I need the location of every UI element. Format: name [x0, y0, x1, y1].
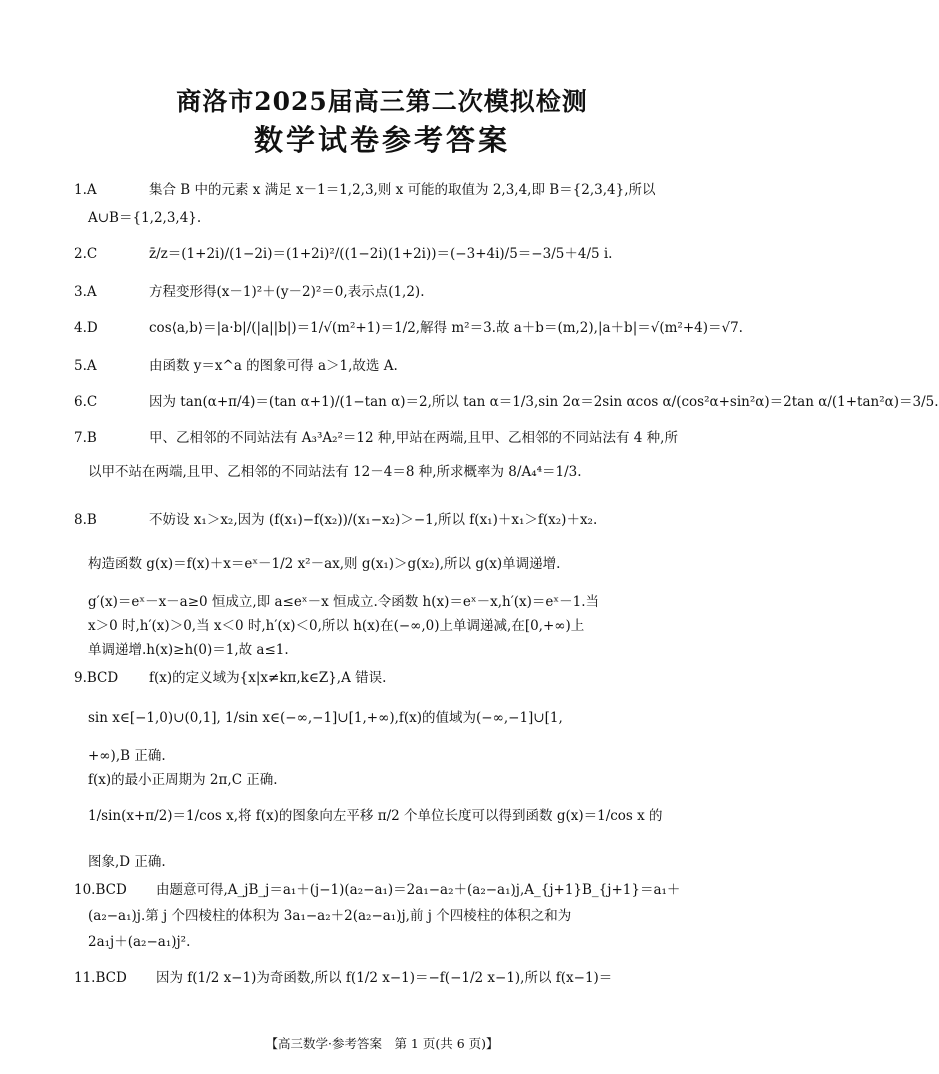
answer-5-line-1: 5.A 由函数 y＝x^a 的图象可得 a＞1,故选 A.	[74, 358, 398, 374]
answer-2-line-1: 2.C z̄/z＝(1+2i)/(1−2i)＝(1+2i)²/((1−2i)(1+2i))＝(−3+4i)/5＝−3/5＋4/5 i.	[74, 246, 613, 262]
answer-3-line-1: 3.A 方程变形得(x－1)²＋(y－2)²＝0,表示点(1,2).	[74, 284, 425, 300]
answer-10-line-2: (a₂−a₁)j.第 j 个四棱柱的体积为 3a₁−a₂＋2(a₂−a₁)j,前 j 个四棱柱的体积之和为	[88, 908, 572, 924]
answer-11-number: 11.BCD	[74, 970, 127, 986]
answer-8-line-5: 单调递增.h(x)≥h(0)＝1,故 a≤1.	[88, 642, 289, 658]
answer-8-line-1: 8.B 不妨设 x₁＞x₂,因为 (f(x₁)−f(x₂))/(x₁−x₂)＞−1,所以 f(x₁)＋x₁＞f(x₂)＋x₂.	[74, 512, 598, 528]
answer-10-number: 10.BCD	[74, 882, 127, 898]
answer-9-number: 9.BCD	[74, 670, 119, 686]
answer-1-line-1: 1.A 集合 B 中的元素 x 满足 x－1＝1,2,3,则 x 可能的取值为 2,3,4,即 B＝{2,3,4},所以	[74, 182, 656, 198]
answer-1-line-2: A∪B＝{1,2,3,4}.	[88, 210, 202, 226]
page-footer: 【高三数学·参考答案 第 1 页(共 6 页)】	[265, 1036, 499, 1051]
answer-7-line-1: 7.B 甲、乙相邻的不同站法有 A₃³A₂²＝12 种,甲站在两端,且甲、乙相邻的不同站法有 4 种,所	[74, 430, 678, 446]
answer-9-line-5: 1/sin(x+π/2)＝1/cos x,将 f(x)的图象向左平移 π/2 个单位长度可以得到函数 g(x)＝1/cos x 的	[88, 808, 663, 824]
answer-9-line-1: 9.BCD f(x)的定义域为{x|x≠kπ,k∈Z},A 错误.	[74, 670, 387, 686]
page-subtitle: 数学试卷参考答案	[253, 123, 510, 157]
answer-8-number: 8.B	[74, 512, 97, 528]
answer-8-line-2: 构造函数 g(x)＝f(x)＋x＝eˣ－1/2 x²－ax,则 g(x₁)＞g(x₂),所以 g(x)单调递增.	[88, 556, 561, 572]
answer-10-line-1: 10.BCD 由题意可得,A_jB_j＝a₁＋(j−1)(a₂−a₁)＝2a₁−a₂＋(a₂−a₁)j,A_{j+1}B_{j+1}＝a₁＋	[74, 882, 681, 898]
answer-10-line-3: 2a₁j＋(a₂−a₁)j².	[88, 934, 191, 950]
answer-11-line-1: 11.BCD 因为 f(1/2 x−1)为奇函数,所以 f(1/2 x−1)＝−f(−1/2 x−1),所以 f(x−1)＝	[74, 970, 613, 986]
answer-7-number: 7.B	[74, 430, 97, 446]
answer-9-line-3: +∞),B 正确.	[88, 748, 166, 764]
answer-6-number: 6.C	[74, 394, 98, 410]
answer-6-line-1: 6.C 因为 tan(α+π/4)＝(tan α+1)/(1−tan α)＝2,所以 tan α＝1/3,sin 2α＝2sin αcos α/(cos²α+sin²α)＝2tan α/(1+tan²α)＝3/5.	[74, 394, 939, 410]
answer-9-line-2: sin x∈[−1,0)∪(0,1], 1/sin x∈(−∞,−1]∪[1,+∞),f(x)的值域为(−∞,−1]∪[1,	[88, 710, 563, 726]
answer-3-number: 3.A	[74, 284, 97, 300]
answer-7-line-2: 以甲不站在两端,且甲、乙相邻的不同站法有 12－4＝8 种,所求概率为 8/A₄⁴＝1/3.	[88, 464, 582, 480]
answer-2-number: 2.C	[74, 246, 98, 262]
page-title: 商洛市2025届高三第二次模拟检测	[176, 87, 588, 116]
answer-8-line-3: g′(x)＝eˣ－x－a≥0 恒成立,即 a≤eˣ－x 恒成立.令函数 h(x)＝eˣ－x,h′(x)＝eˣ－1.当	[88, 594, 600, 610]
answer-1-number: 1.A	[74, 182, 97, 198]
answer-4-number: 4.D	[74, 320, 98, 336]
answer-5-number: 5.A	[74, 358, 97, 374]
answer-4-line-1: 4.D cos⟨a,b⟩＝|a·b|/(|a||b|)＝1/√(m²+1)＝1/2,解得 m²＝3.故 a＋b＝(m,2),|a＋b|＝√(m²+4)＝√7.	[74, 320, 743, 336]
answer-9-line-6: 图象,D 正确.	[88, 854, 166, 870]
answer-8-line-4: x＞0 时,h′(x)＞0,当 x＜0 时,h′(x)＜0,所以 h(x)在(−∞,0)上单调递减,在[0,+∞)上	[88, 618, 585, 634]
answer-9-line-4: f(x)的最小正周期为 2π,C 正确.	[88, 772, 278, 788]
